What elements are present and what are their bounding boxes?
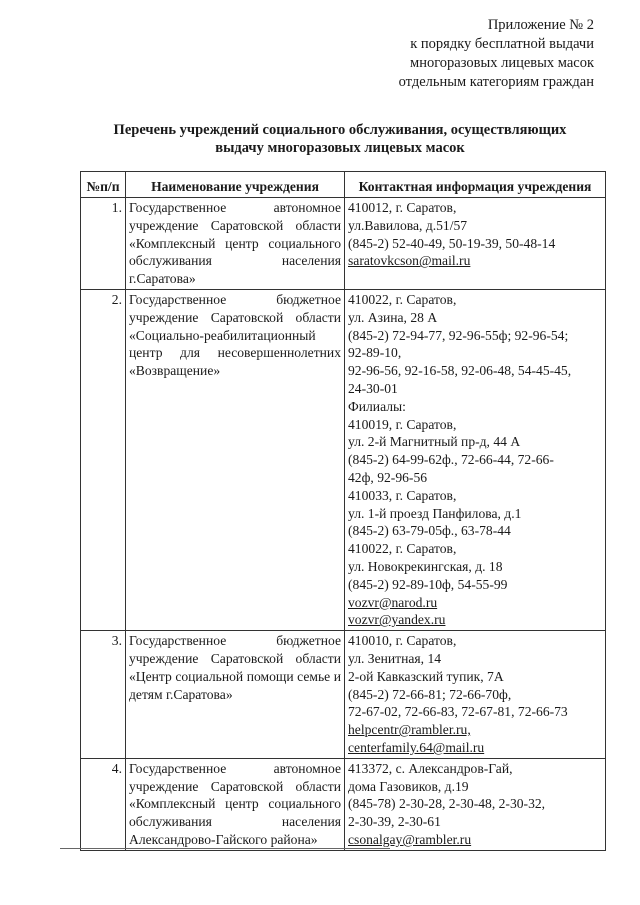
header-contact-info: Контактная информация учреждения — [345, 172, 606, 198]
email-link[interactable]: csonalgay@rambler.ru — [348, 831, 472, 847]
contact-line: 410022, г. Саратов, — [348, 541, 457, 557]
institution-name: Государственное автономное учреждение Саратовской области «Комплексный центр социального обслуживания населения г.Саратова» — [126, 198, 345, 290]
contact-line: ул. 2-й Магнитный пр-д, 44 А — [348, 434, 521, 450]
contact-line: (845-2) 63-79-05ф., 63-78-44 — [348, 523, 511, 539]
row-number: 3. — [81, 631, 126, 759]
contact-line: 92-96-56, 92-16-58, 92-06-48, 54-45-45, — [348, 363, 572, 379]
contact-line: ул. Новокрекингская, д. 18 — [348, 558, 503, 574]
appendix-line: к порядку бесплатной выдачи — [410, 36, 594, 52]
contact-line: 410022, г. Саратов, — [348, 291, 457, 307]
contact-line: 410010, г. Саратов, — [348, 633, 457, 649]
contact-line: 24-30-01 — [348, 380, 398, 396]
contact-line: 410019, г. Саратов, — [348, 416, 457, 432]
contact-line: (845-2) 72-94-77, 92-96-55ф; 92-96-54; — [348, 327, 569, 343]
contact-line: 410012, г. Саратов, — [348, 200, 457, 215]
contact-info — [345, 758, 606, 850]
bottom-rule — [60, 848, 390, 850]
contact-line: 92-89-10, — [348, 345, 402, 361]
email-link[interactable]: saratovkcson@mail.ru — [348, 253, 471, 269]
title-line: Перечень учреждений социального обслуживания, осуществляющих — [113, 122, 567, 138]
table-row — [81, 631, 606, 759]
institution-name: Государственное бюджетное учреждение Саратовской области «Социально-реабилитационный центр для несовершеннолетних «Возвращение» — [126, 289, 345, 630]
contact-line: 2-30-39, 2-30-61 — [348, 814, 441, 830]
header-institution-name: Наименование учреждения — [126, 172, 345, 198]
contact-line: (845-2) 72-66-81; 72-66-70ф, — [348, 686, 512, 702]
appendix-line: многоразовых лицевых масок — [410, 55, 594, 71]
contact-line: 72-67-02, 72-66-83, 72-67-81, 72-66-73 — [348, 704, 568, 720]
appendix-line: отдельным категориям граждан — [398, 74, 594, 90]
contact-line: дома Газовиков, д.19 — [348, 778, 469, 794]
contact-line: ул. 1-й проезд Панфилова, д.1 — [348, 505, 522, 521]
contact-info — [345, 198, 606, 290]
appendix-line: Приложение № 2 — [487, 17, 594, 33]
contact-info — [345, 289, 606, 630]
contact-line: (845-2) 64-99-62ф., 72-66-44, 72-66- — [348, 452, 554, 468]
contact-line: ул. Азина, 28 А — [348, 309, 438, 325]
institution-name: Государственное бюджетное учреждение Саратовской области «Центр социальной помощи семье и детям г.Саратова» — [126, 631, 345, 759]
contact-line: ул. Зенитная, 14 — [348, 650, 442, 666]
email-link[interactable]: helpcentr@rambler.ru, — [348, 722, 471, 738]
email-link[interactable]: vozvr@narod.ru — [348, 594, 438, 610]
row-number: 1. — [81, 198, 126, 290]
table-row — [81, 198, 606, 290]
email-link[interactable]: vozvr@yandex.ru — [348, 612, 446, 628]
contact-line: 2-ой Кавказский тупик, 7А — [348, 668, 504, 684]
institutions-table — [80, 171, 606, 851]
appendix-header — [399, 16, 594, 92]
contact-line: (845-2) 52-40-49, 50-19-39, 50-48-14 — [348, 235, 556, 251]
contact-line: 413372, с. Александров-Гай, — [348, 760, 513, 776]
row-number: 2. — [81, 289, 126, 630]
contact-line: (845-2) 92-89-10ф, 54-55-99 — [348, 576, 508, 592]
header-number: №п/п — [81, 172, 126, 198]
email-link[interactable]: centerfamily.64@mail.ru — [348, 739, 485, 755]
contact-line: 42ф, 92-96-56 — [348, 469, 428, 485]
contact-info — [345, 631, 606, 759]
table-row — [81, 758, 606, 850]
table-row — [81, 289, 606, 630]
title-line: выдачу многоразовых лицевых масок — [215, 140, 465, 156]
contact-line: Филиалы: — [348, 398, 406, 414]
contact-line: 410033, г. Саратов, — [348, 487, 457, 503]
contact-line: (845-78) 2-30-28, 2-30-48, 2-30-32, — [348, 796, 546, 812]
document-title — [80, 121, 600, 157]
row-number: 4. — [81, 758, 126, 850]
table-body — [81, 198, 606, 851]
table-header-row — [81, 172, 606, 198]
contact-line: ул.Вавилова, д.51/57 — [348, 217, 468, 233]
institution-name: Государственное автономное учреждение Саратовской области «Комплексный центр социального обслуживания населения Александрово-Гайского района» — [126, 758, 345, 850]
